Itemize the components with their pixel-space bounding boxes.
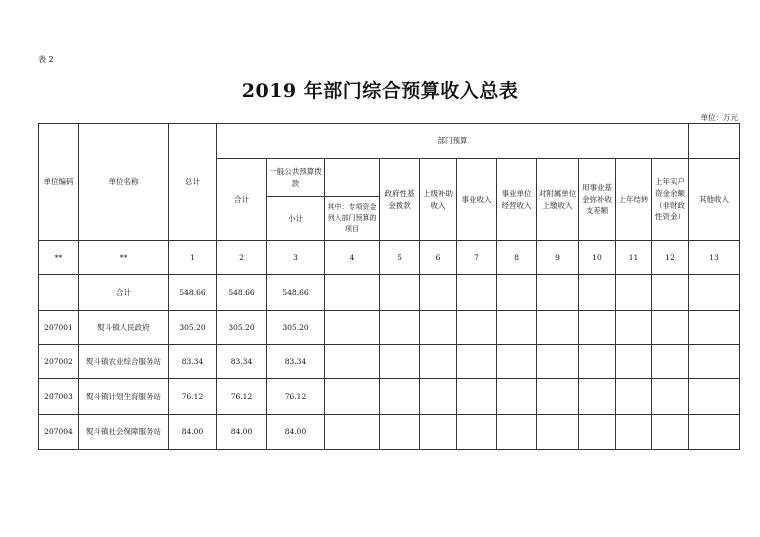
empty-cell: [380, 415, 420, 450]
empty-cell: [652, 345, 689, 379]
empty-cell: [616, 275, 652, 311]
empty-cell: [689, 379, 740, 415]
empty-cell: [457, 345, 497, 379]
index-cell: 6: [420, 241, 457, 275]
unit-code-cell: 207002: [39, 345, 79, 379]
empty-cell: [652, 379, 689, 415]
header-affiliated-remit: 对附属单位上缴收入: [537, 159, 579, 241]
header-other-income: 其他收入: [689, 159, 740, 241]
index-cell: 5: [380, 241, 420, 275]
index-cell: 3: [267, 241, 325, 275]
empty-cell: [497, 275, 537, 311]
subtotal-cell: 84.00: [217, 415, 267, 450]
empty-cell: [579, 275, 616, 311]
small-total-cell: 83.34: [267, 345, 325, 379]
header-business-fund-offset: 用事业基金弥补收支差额: [579, 159, 616, 241]
unit-name-cell: 熨斗镇社会保障服务站: [79, 415, 169, 450]
empty-cell: [537, 311, 579, 345]
table-row: [39, 379, 740, 415]
empty-cell: [616, 415, 652, 450]
index-cell: 13: [689, 241, 740, 275]
empty-cell: [652, 415, 689, 450]
header-special-funds: 其中：专项资金列入部门预算的项目: [325, 197, 380, 241]
header-unit-name: 单位名称: [79, 124, 169, 241]
header-gov-fund: 政府性基金拨款: [380, 159, 420, 241]
subtotal-cell: 548.66: [217, 275, 267, 311]
header-subtotal: 合计: [217, 159, 267, 241]
empty-cell: [380, 345, 420, 379]
small-total-cell: 84.00: [267, 415, 325, 450]
unit-code-cell: 207004: [39, 415, 79, 450]
empty-cell: [420, 345, 457, 379]
empty-cell: [579, 311, 616, 345]
small-total-cell: 76.12: [267, 379, 325, 415]
empty-cell: [497, 379, 537, 415]
index-cell: 2: [217, 241, 267, 275]
header-unit-code: 单位编码: [39, 124, 79, 241]
subtotal-cell: 83.34: [217, 345, 267, 379]
header-small-total: 小计: [267, 197, 325, 241]
table-row: [39, 345, 740, 379]
index-cell: 9: [537, 241, 579, 275]
empty-cell: [537, 275, 579, 311]
empty-cell: [380, 311, 420, 345]
table-number-label: 表 2: [38, 55, 54, 64]
unit-name-cell: 熨斗镇人民政府: [79, 311, 169, 345]
page-title: 2019 年部门综合预算收入总表: [241, 80, 519, 102]
header-prior-carryover: 上年结转: [616, 159, 652, 241]
header-dept-budget: 部门预算: [217, 124, 689, 159]
total-cell: 548.66: [169, 275, 217, 311]
header-superior-subsidy: 上级补助收入: [420, 159, 457, 241]
index-cell: **: [79, 241, 169, 275]
empty-cell: [497, 415, 537, 450]
header-total: 总计: [169, 124, 217, 241]
index-cell: 8: [497, 241, 537, 275]
empty-cell: [325, 345, 380, 379]
empty-cell: [616, 311, 652, 345]
empty-cell: [616, 345, 652, 379]
empty-cell: [420, 415, 457, 450]
empty-cell: [579, 415, 616, 450]
total-cell: 84.00: [169, 415, 217, 450]
empty-cell: [497, 345, 537, 379]
table-row: [39, 415, 740, 450]
small-total-cell: 548.66: [267, 275, 325, 311]
empty-cell: [420, 311, 457, 345]
empty-cell: [579, 379, 616, 415]
empty-cell: [689, 275, 740, 311]
unit-code-cell: 207003: [39, 379, 79, 415]
index-row: [39, 241, 740, 275]
empty-cell: [457, 379, 497, 415]
empty-cell: [325, 379, 380, 415]
table-row: [39, 275, 740, 311]
empty-cell: [325, 275, 380, 311]
total-cell: 76.12: [169, 379, 217, 415]
index-cell: 12: [652, 241, 689, 275]
empty-cell: [579, 345, 616, 379]
small-total-cell: 305.20: [267, 311, 325, 345]
header-blank-cell: [325, 159, 380, 197]
empty-cell: [537, 415, 579, 450]
unit-name-cell: 熨斗镇农业综合服务站: [79, 345, 169, 379]
unit-code-cell: 207001: [39, 311, 79, 345]
index-cell: 10: [579, 241, 616, 275]
index-cell: 1: [169, 241, 217, 275]
empty-cell: [537, 345, 579, 379]
budget-revenue-table: [38, 123, 740, 450]
empty-cell: [325, 415, 380, 450]
empty-cell: [689, 345, 740, 379]
unit-label: 单位：万元: [700, 113, 738, 122]
table-row: [39, 311, 740, 345]
unit-name-cell: 熨斗镇计划生育服务站: [79, 379, 169, 415]
empty-cell: [652, 275, 689, 311]
header-general-public: 一般公共预算拨款: [267, 159, 325, 197]
header-blank-cell: [689, 124, 740, 159]
index-cell: 7: [457, 241, 497, 275]
empty-cell: [457, 311, 497, 345]
index-cell: 11: [616, 241, 652, 275]
empty-cell: [689, 415, 740, 450]
empty-cell: [457, 415, 497, 450]
subtotal-cell: 305.20: [217, 311, 267, 345]
empty-cell: [380, 379, 420, 415]
empty-cell: [689, 311, 740, 345]
index-cell: 4: [325, 241, 380, 275]
subtotal-cell: 76.12: [217, 379, 267, 415]
header-prior-balance: 上年实户资金余额（非财政性资金）: [652, 159, 689, 241]
empty-cell: [497, 311, 537, 345]
empty-cell: [325, 311, 380, 345]
total-cell: 305.20: [169, 311, 217, 345]
empty-cell: [420, 379, 457, 415]
header-business-income: 事业收入: [457, 159, 497, 241]
empty-cell: [616, 379, 652, 415]
unit-name-cell: 合计: [79, 275, 169, 311]
empty-cell: [420, 275, 457, 311]
total-cell: 83.34: [169, 345, 217, 379]
empty-cell: [537, 379, 579, 415]
index-cell: **: [39, 241, 79, 275]
header-business-unit-ops: 事业单位经营收入: [497, 159, 537, 241]
unit-code-cell: [39, 275, 79, 311]
empty-cell: [380, 275, 420, 311]
empty-cell: [457, 275, 497, 311]
empty-cell: [652, 311, 689, 345]
